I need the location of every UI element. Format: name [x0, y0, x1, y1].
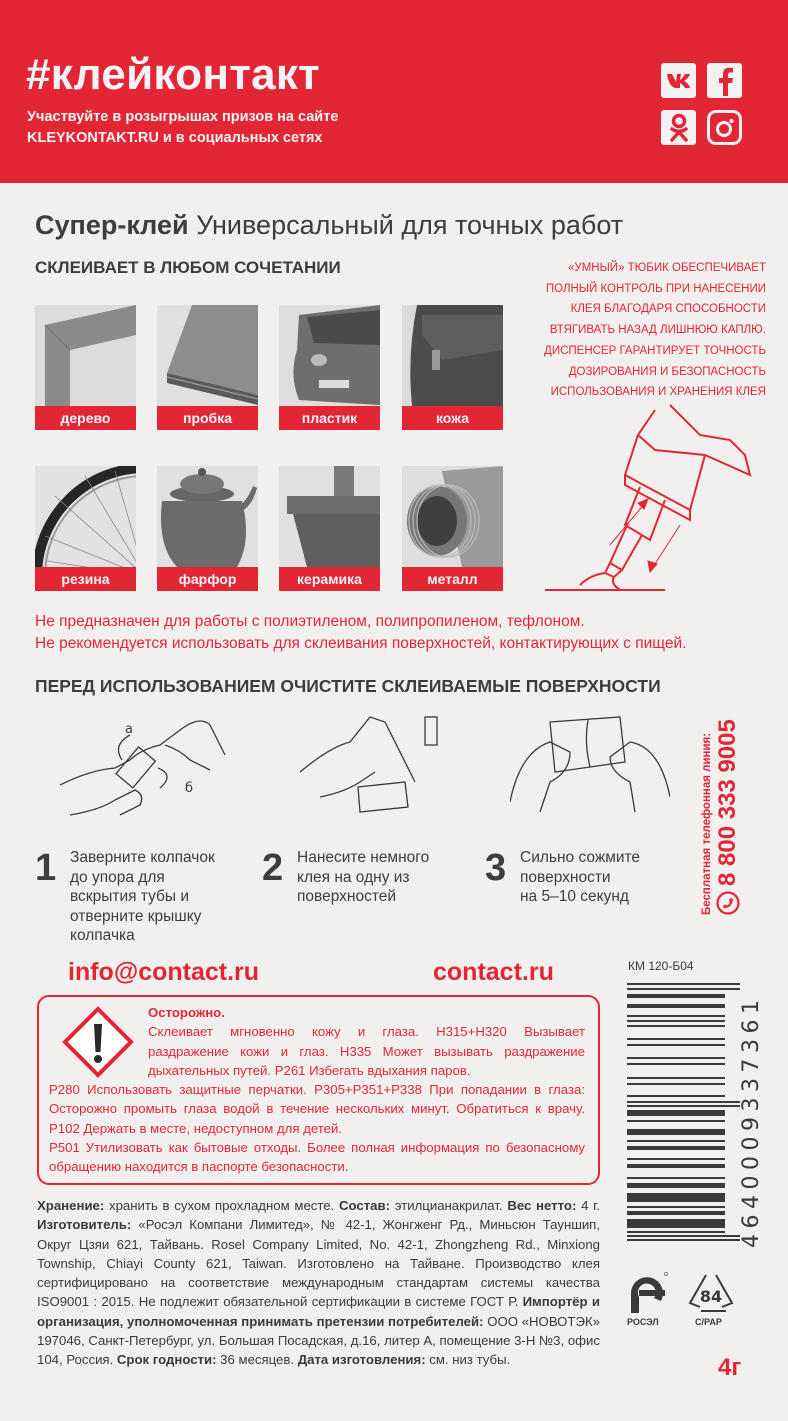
pipe-fitting-image — [402, 466, 503, 567]
promo-text — [27, 107, 338, 149]
info-value: ООО «НОВОТЭК» 197046, Санкт-Петербург, ул. Большая Посадская, д.16, литер А, помещение 3-Н №3, офис 104, Россия. — [37, 1313, 600, 1368]
smart-line: ПОЛНЫЙ КОНТРОЛЬ ПРИ НАНЕСЕНИИ — [545, 282, 766, 295]
info-label: Изготовитель: — [37, 1217, 132, 1233]
instructions-heading: ПЕРЕД ИСПОЛЬЗОВАНИЕМ ОЧИСТИТЕ СКЛЕИВАЕМЫЕ ПОВЕРХНОСТИ — [35, 676, 661, 696]
material-tile-metal — [402, 466, 503, 591]
barcode-number: 4640009337361 — [739, 994, 764, 1248]
step-line: Сильно сожмите — [520, 849, 641, 866]
step-2-text — [297, 848, 429, 907]
step-line: колпачка — [70, 927, 135, 944]
teapot-image — [157, 466, 258, 567]
material-label: резина — [35, 567, 136, 591]
step-line: на 5–10 секунд — [520, 888, 629, 905]
smart-line: КЛЕЯ БЛАГОДАРЯ СПОСОБНОСТИ — [570, 303, 766, 316]
label-a: а — [125, 722, 133, 737]
cork-boards-image — [157, 305, 258, 406]
hotline-number: 8 800 333 9005 — [714, 719, 741, 886]
hazard-statement-2: P280 Использовать защитные перчатки. P305+P351+P338 При попадании в глаза: Осторожно промыть глаза водой в течение нескольких минут. Обратиться к врачу. P102 Держать в месте, недоступном для детей. — [49, 1082, 585, 1136]
material-tile-leather — [402, 305, 503, 430]
info-value: «Росэл Компани Лимитед», № 42-1, Жонгженг Рд., Миньсюн Тауншип, Округ Цзяи 621, Тайвань. Rosel Company Limited, No. 42-1, Zhongzheng Rd., Minxiong Township, Chiayi County 621, Taiwan. Изготовлено на Тайване. Производство клея сертифицировано на соответствие международным стандартам системы качества ISO9001 : 2015. Не подлежит обязательной сертификации в системе ГОСТ Р. — [37, 1217, 600, 1310]
smart-tube-description — [526, 258, 766, 403]
info-value: хранить в сухом прохладном месте. — [104, 1198, 339, 1213]
recycle-label: C/PAP — [695, 1317, 722, 1327]
restriction-line-1: Не предназначен для работы с полиэтиленом, полипропиленом, тефлоном. — [35, 613, 585, 630]
promo-line-1: Участвуйте в розыгрышах призов на сайте — [27, 109, 339, 125]
facebook-icon[interactable] — [707, 63, 742, 98]
material-label: пластик — [279, 406, 380, 430]
smart-line: ДИСПЕНСЕР ГАРАНТИРУЕТ ТОЧНОСТЬ — [544, 344, 766, 357]
material-tile-ceramic — [279, 466, 380, 591]
recycle-icon — [686, 1271, 736, 1317]
toy-car-image — [279, 305, 380, 406]
hotline-block — [700, 675, 750, 915]
step-3-number: 3 — [485, 847, 507, 889]
usage-restrictions — [35, 611, 686, 655]
product-title-rest: Универсальный для точных работ — [188, 210, 624, 240]
product-info-text — [37, 1196, 600, 1370]
material-label: дерево — [35, 406, 136, 430]
step-1-number: 1 — [35, 847, 57, 889]
info-value: см. низ тубы. — [425, 1352, 511, 1368]
material-tile-plastic — [279, 305, 380, 430]
leather-bag-image — [402, 305, 503, 406]
step-line: поверхности — [520, 868, 611, 886]
info-label: Состав: — [338, 1198, 391, 1213]
vk-icon[interactable] — [661, 63, 696, 98]
barcode — [627, 983, 742, 1253]
info-label: Импортёр и организация, уполномоченная принимать претензии потребителей: — [37, 1294, 600, 1329]
info-value: 4 г. — [576, 1198, 600, 1213]
material-tile-porcelain — [157, 466, 258, 591]
info-label: Вес нетто: — [507, 1198, 577, 1213]
info-value: 36 месяцев. — [216, 1352, 298, 1368]
material-label: пробка — [157, 406, 258, 430]
hotline-number-row[interactable] — [714, 675, 742, 915]
step-1-text — [70, 848, 215, 946]
product-title — [35, 208, 623, 242]
step-line: Заверните колпачок — [70, 849, 215, 866]
hashtag-title: #клейконтакт — [26, 50, 321, 99]
material-tile-rubber — [35, 466, 136, 591]
promo-line-2: KLEYKONTAKT.RU и в социальных сетях — [27, 130, 323, 146]
hazard-title: Осторожно. — [148, 1005, 225, 1020]
info-label: Срок годности: — [116, 1352, 217, 1368]
odnoklassniki-icon[interactable] — [661, 110, 696, 145]
step-line: отверните крышку — [70, 907, 202, 925]
step-2-illustration — [300, 712, 450, 817]
smart-line: ДОЗИРОВАНИЯ И БЕЗОПАСНОСТЬ — [568, 365, 766, 378]
km-code: КМ 120-Б04 — [628, 959, 694, 973]
hazard-statement-3: P501 Утилизовать как бытовые отходы. Более полная информация по безопасному обращению находится в паспорте безопасности. — [49, 1139, 585, 1175]
step-2-number: 2 — [262, 847, 284, 889]
material-tile-wood — [35, 305, 136, 430]
email-link[interactable]: info@contact.ru — [68, 958, 260, 986]
smart-line: ВТЯГИВАТЬ НАЗАД ЛИШНЮЮ КАПЛЮ. — [549, 324, 766, 337]
material-label: фарфор — [157, 567, 258, 591]
info-label: Хранение: — [37, 1198, 105, 1213]
restriction-line-2: Не рекомендуется использовать для склеивания поверхностей, контактирующих с пищей. — [35, 635, 687, 652]
step-line: поверхностей — [297, 888, 397, 905]
hazard-statement-1: Склеивает мгновенно кожу и глаза. H315+H320 Вызывает раздражение кожи и глаз. H335 Может вызывать раздражение дыхательных путей. P261 Избегать вдыхания паров. — [148, 1024, 585, 1078]
exclamation-hazard-icon — [62, 1006, 134, 1078]
materials-heading: СКЛЕИВАЕТ В ЛЮБОМ СОЧЕТАНИИ — [35, 258, 341, 277]
step-line: клея на одну из — [297, 868, 410, 886]
step-line: Нанесите немного — [297, 849, 430, 866]
hazard-bottom-text — [49, 1080, 585, 1176]
instagram-icon[interactable] — [707, 110, 742, 145]
nozzle-illustration — [530, 395, 770, 595]
recycle-number: 84 — [699, 1287, 723, 1306]
hotline-label: Бесплатная телефонная линия: — [701, 732, 713, 915]
website-link[interactable]: contact.ru — [433, 958, 554, 986]
step-line: вскрытия тубы и — [70, 888, 189, 905]
product-title-bold: Супер-клей — [35, 210, 189, 240]
step-3-text — [520, 848, 640, 907]
hazard-top-text — [148, 1003, 585, 1080]
label-b: б — [185, 781, 194, 796]
barcode-digits — [740, 990, 764, 1248]
step-3-illustration — [510, 712, 670, 812]
bicycle-tire-image — [35, 466, 136, 567]
step-line: до упора для — [70, 868, 165, 886]
step-1-illustration — [60, 710, 240, 825]
material-label: керамика — [279, 567, 380, 591]
wood-frame-image — [35, 305, 136, 406]
rosel-label: РОСЭЛ — [627, 1317, 659, 1327]
flower-pot-image — [279, 466, 380, 567]
info-label: Дата изготовления: — [297, 1352, 426, 1368]
phone-icon — [716, 891, 740, 915]
material-tile-cork — [157, 305, 258, 430]
rosel-logo-icon — [627, 1271, 669, 1315]
net-weight: 4г — [718, 1354, 742, 1381]
material-label: металл — [402, 567, 503, 591]
smart-line: «УМНЫЙ» ТЮБИК ОБЕСПЕЧИВАЕТ — [568, 262, 766, 274]
info-value: этилцианакрилат. — [390, 1198, 508, 1213]
smart-line: ИСПОЛЬЗОВАНИЯ И ХРАНЕНИЯ КЛЕЯ — [550, 386, 766, 399]
material-label: кожа — [402, 406, 503, 430]
